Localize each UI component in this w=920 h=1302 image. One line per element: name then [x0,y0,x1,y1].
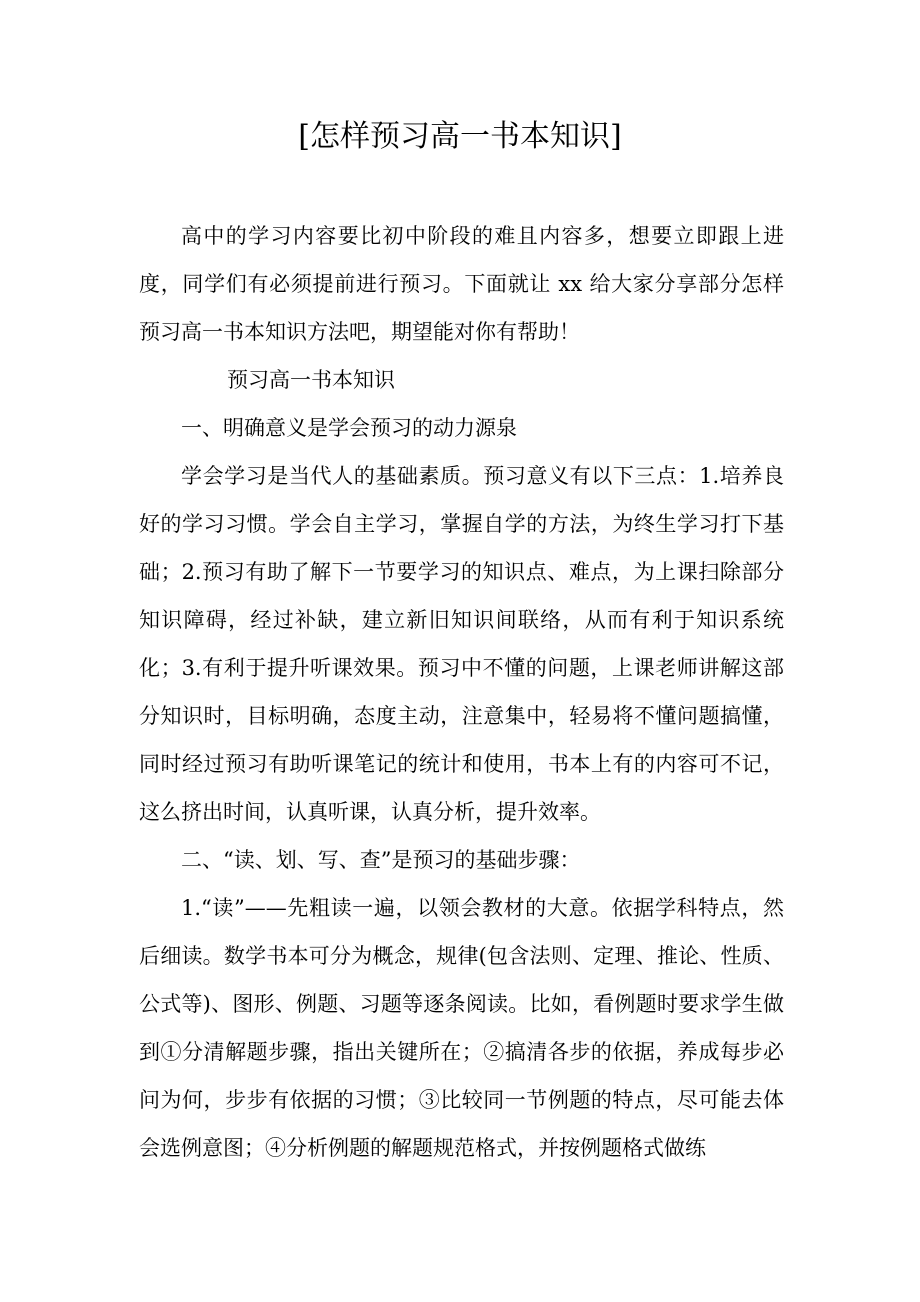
intro-paragraph: 高中的学习内容要比初中阶段的难且内容多，想要立即跟上进度，同学们有必须提前进行预习。下面就让 xx 给大家分享部分怎样预习高一书本知识方法吧，期望能对你有帮助！ [139,224,784,344]
document-body [139,212,784,1172]
document-title: [怎样预习高一书本知识] [298,119,622,154]
body-paragraph-read: 1.“读”——先粗读一遍，以领会教材的大意。依据学科特点，然后细读。数学书本可分为概念，规律(包含法则、定理、推论、性质、公式等)、图形、例题、习题等逐条阅读。比如，看例题时要求学生做到①分清解题步骤，指出关键所在；②搞清各步的依据，养成每步必问为何，步步有依据的习惯；③比较同一节例题的特点，尽可能去体会选例意图；④分析例题的解题规范格式，并按例题格式做练 [139,896,784,1160]
body-paragraph: 学会学习是当代人的基础素质。预习意义有以下三点：1.培养良好的学习习惯。学会自主学习，掌握自学的方法，为终生学习打下基础；2.预习有助了解下一节要学习的知识点、难点，为上课扫除部分知识障碍，经过补缺，建立新旧知识间联络，从而有利于知识系统化；3.有利于提升听课效果。预习中不懂的问题，上课老师讲解这部分知识时，目标明确，态度主动，注意集中，轻易将不懂问题搞懂，同时经过预习有助听课笔记的统计和使用，书本上有的内容可不记，这么挤出时间，认真听课，认真分析，提升效率。 [139,464,784,824]
section-heading-1: 一、明确意义是学会预习的动力源泉 [181,416,517,440]
section-heading-2: 二、“读、划、写、查”是预习的基础步骤： [181,848,581,872]
section-subtitle: 预习高一书本知识 [227,368,395,392]
